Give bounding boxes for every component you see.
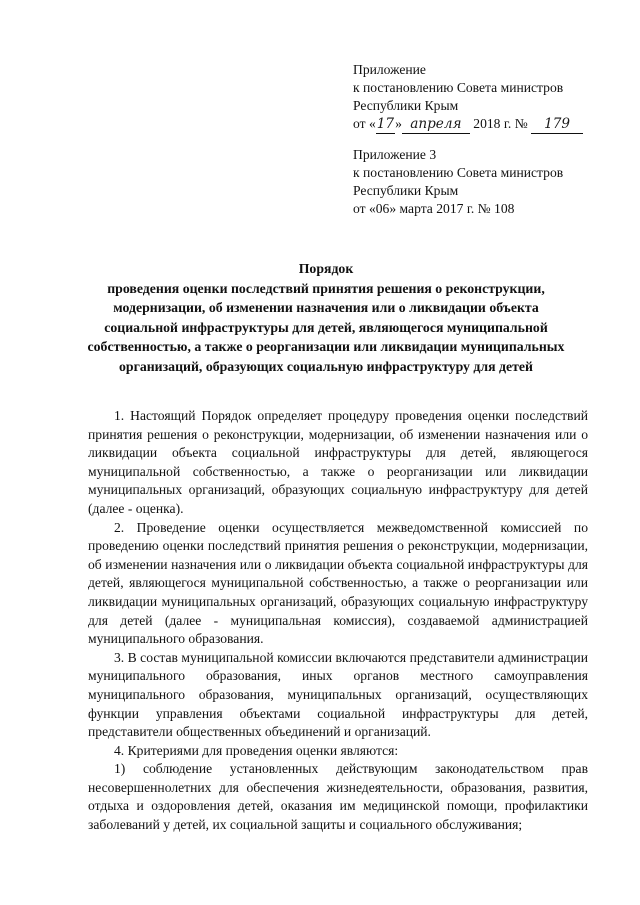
title-subheading: проведения оценки последствий принятия решения о реконструкции, модернизации, об изменении назначения или о ликвидации объекта социальной инфраструктуры для детей, являющегося муниципальной собственностью, а также о реорганизации или ликвидации муниципальных организаций, образующих социальную инфраструктуру для детей bbox=[87, 280, 565, 374]
paragraph-1: 1. Настоящий Порядок определяет процедуру проведения оценки последствий принятия решения о реконструкции, модернизации, об изменении назначения или о ликвидации объекта социальной инфраструктуры для детей, являющегося муниципальной собственностью, а также о реорганизации или ликвидации муниципальных организаций, образующих социальную инфраструктуру для детей (далее - оценка). bbox=[88, 408, 588, 516]
resolution-reference: к постановлению Совета министров bbox=[353, 165, 564, 180]
appendix-label: Приложение bbox=[353, 62, 426, 77]
date-prefix: от « bbox=[353, 116, 376, 131]
document-body bbox=[88, 407, 588, 835]
handwritten-day: 17 bbox=[376, 116, 395, 132]
handwritten-number: 179 bbox=[531, 115, 583, 134]
appendix-header-original bbox=[353, 146, 623, 218]
resolution-date-line: от «06» марта 2017 г. № 108 bbox=[353, 201, 515, 216]
paragraph-3: 3. В состав муниципальной комиссии включаются представители администрации муниципального образования, иных органов местного самоуправления муниципального образования, муниципальных организаций, осуществляющих функции управления объектами социальной инфраструктуры для детей, представители общественных объединений и организаций. bbox=[88, 649, 588, 740]
appendix-header-current bbox=[353, 61, 623, 134]
republic-name: Республики Крым bbox=[353, 183, 459, 198]
title-heading: Порядок bbox=[298, 261, 354, 276]
paragraph-2: 2. Проведение оценки осуществляется межведомственной комиссией по проведению оценки последствий принятия решения о реконструкции, модернизации, об изменении назначения или о ликвидации объекта социальной инфраструктуры для детей, являющегося муниципальной собственностью, а также о реорганизации или ликвидации муниципальных организаций, образующих социальную инфраструктуру для детей (далее - муниципальная комиссия), создаваемой администрацией муниципального образования. bbox=[88, 519, 588, 647]
resolution-reference: к постановлению Совета министров bbox=[353, 80, 564, 95]
republic-name: Республики Крым bbox=[353, 98, 459, 113]
paragraph-4: 4. Критериями для проведения оценки являются: bbox=[114, 742, 399, 758]
handwritten-month: апреля bbox=[402, 115, 470, 134]
resolution-date-line bbox=[353, 115, 623, 134]
appendix-label: Приложение 3 bbox=[353, 147, 437, 162]
date-mid: » bbox=[395, 116, 402, 131]
document-title bbox=[80, 259, 572, 376]
paragraph-4-item-1: 1) соблюдение установленных действующим законодательством прав несовершеннолетних для обеспечения жизнедеятельности, образования, развития, отдыха и оздоровления детей, оказания им медицинской помощи, профилактики заболеваний у детей, их социальной защиты и социального обслуживания; bbox=[88, 761, 588, 833]
date-year: 2018 г. № bbox=[469, 116, 532, 131]
